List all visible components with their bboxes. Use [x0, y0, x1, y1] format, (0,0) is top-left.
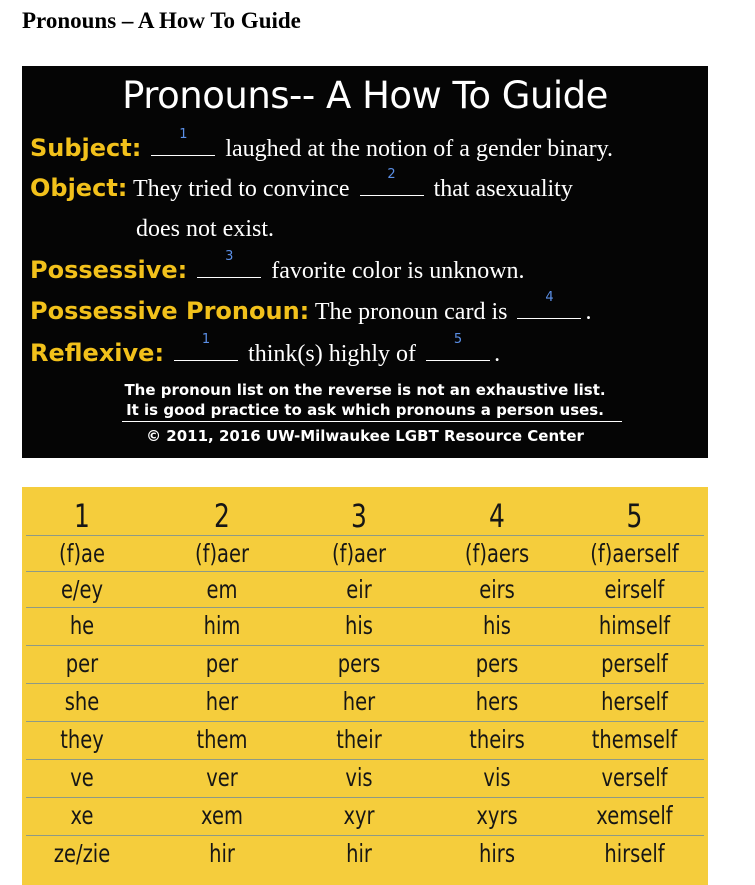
table-cell: him — [203, 611, 241, 640]
table-cell: xemself — [596, 801, 673, 830]
blank-number: 1 — [201, 332, 211, 347]
table-row — [22, 683, 708, 721]
object-text-pre: They tried to convince — [132, 176, 350, 202]
page-title: Pronouns – A How To Guide — [22, 8, 301, 33]
blank-2 — [360, 167, 424, 196]
table-cell: themself — [591, 725, 678, 754]
column-header: 1 — [74, 497, 90, 535]
table-cell: pers — [475, 649, 519, 678]
table-row — [22, 759, 708, 797]
column-header: 3 — [351, 497, 367, 535]
column-header: 4 — [489, 497, 505, 535]
object-text-post: that asexuality — [433, 176, 573, 202]
pronoun-table — [22, 487, 708, 885]
divider — [122, 421, 622, 422]
possessive-pronoun-text: The pronoun card is — [314, 299, 508, 325]
table-cell: their — [336, 725, 382, 754]
object-label: Object: — [30, 174, 128, 202]
subject-text: laughed at the notion of a gender binary. — [225, 136, 614, 162]
blank-5 — [426, 332, 490, 361]
table-row — [22, 645, 708, 683]
table-cell: xem — [201, 801, 243, 830]
table-cell: pers — [337, 649, 381, 678]
table-cell: her — [205, 687, 239, 716]
period: . — [585, 299, 592, 325]
table-cell: herself — [601, 687, 668, 716]
copyright: © 2011, 2016 UW-Milwaukee LGBT Resource Center — [146, 427, 584, 445]
reflexive-text: think(s) highly of — [248, 341, 417, 367]
table-cell: his — [345, 611, 373, 640]
blank-4 — [517, 290, 581, 319]
table-header-row — [22, 497, 708, 535]
table-cell: theirs — [469, 725, 525, 754]
table-row — [22, 721, 708, 759]
blank-number: 3 — [225, 249, 234, 264]
column-header: 5 — [626, 497, 643, 535]
table-cell: himself — [598, 611, 671, 640]
subject-line — [30, 127, 614, 163]
table-cell: xyrs — [476, 801, 518, 830]
note-ask: It is good practice to ask which pronouns a person uses. — [126, 401, 604, 419]
table-cell: xyr — [343, 801, 375, 830]
blank-1 — [151, 127, 215, 156]
possessive-pronoun-line — [30, 290, 592, 326]
table-cell: them — [196, 725, 248, 754]
table-row — [22, 535, 708, 573]
reflexive-line — [30, 332, 501, 368]
table-cell: her — [342, 687, 376, 716]
table-cell: she — [64, 687, 100, 716]
table-row — [22, 571, 708, 609]
blank-number: 5 — [453, 332, 463, 347]
object-line-cont: does not exist. — [136, 216, 274, 242]
pronoun-guide-card — [22, 66, 708, 458]
table-cell: his — [483, 611, 511, 640]
possessive-label: Possessive: — [30, 256, 188, 284]
table-cell: hirself — [604, 839, 665, 868]
table-cell: hir — [209, 839, 235, 868]
table-cell: (f)aer — [194, 539, 250, 568]
possessive-pronoun-label: Possessive Pronoun: — [30, 297, 310, 325]
table-row — [22, 835, 708, 873]
table-cell: they — [60, 725, 104, 754]
blank-number: 2 — [387, 167, 396, 182]
table-cell: vis — [345, 763, 373, 792]
table-cell: (f)aerself — [590, 539, 679, 568]
table-cell: ver — [206, 763, 238, 792]
blank-number: 4 — [545, 290, 554, 305]
table-cell: hirs — [479, 839, 515, 868]
table-cell: (f)aers — [464, 539, 530, 568]
possessive-line — [30, 249, 525, 285]
table-cell: hers — [475, 687, 519, 716]
note-exhaustive: The pronoun list on the reverse is not an exhaustive list. — [124, 381, 606, 399]
blank-1 — [174, 332, 238, 361]
card-title: Pronouns-- A How To Guide — [122, 74, 608, 117]
table-cell: perself — [601, 649, 668, 678]
reflexive-label: Reflexive: — [30, 339, 165, 367]
table-row — [22, 797, 708, 835]
table-cell: eir — [346, 575, 372, 604]
blank-3 — [197, 249, 261, 278]
table-cell: xe — [70, 801, 94, 830]
table-cell: e/ey — [60, 575, 104, 604]
possessive-text: favorite color is unknown. — [271, 258, 525, 284]
blank-number: 1 — [179, 127, 188, 142]
table-cell: (f)ae — [58, 539, 106, 568]
table-cell: ve — [70, 763, 94, 792]
table-cell: per — [65, 649, 99, 678]
table-cell: per — [205, 649, 239, 678]
column-header: 2 — [214, 497, 230, 535]
table-cell: em — [206, 575, 238, 604]
subject-label: Subject: — [30, 134, 142, 162]
table-cell: vis — [483, 763, 511, 792]
object-line — [30, 167, 573, 203]
table-cell: eirself — [604, 575, 665, 604]
table-cell: hir — [346, 839, 372, 868]
table-cell: verself — [601, 763, 668, 792]
table-cell: (f)aer — [331, 539, 387, 568]
period: . — [494, 341, 501, 367]
table-cell: he — [69, 611, 95, 640]
table-row — [22, 607, 708, 645]
table-cell: eirs — [479, 575, 515, 604]
table-cell: ze/zie — [53, 839, 111, 868]
